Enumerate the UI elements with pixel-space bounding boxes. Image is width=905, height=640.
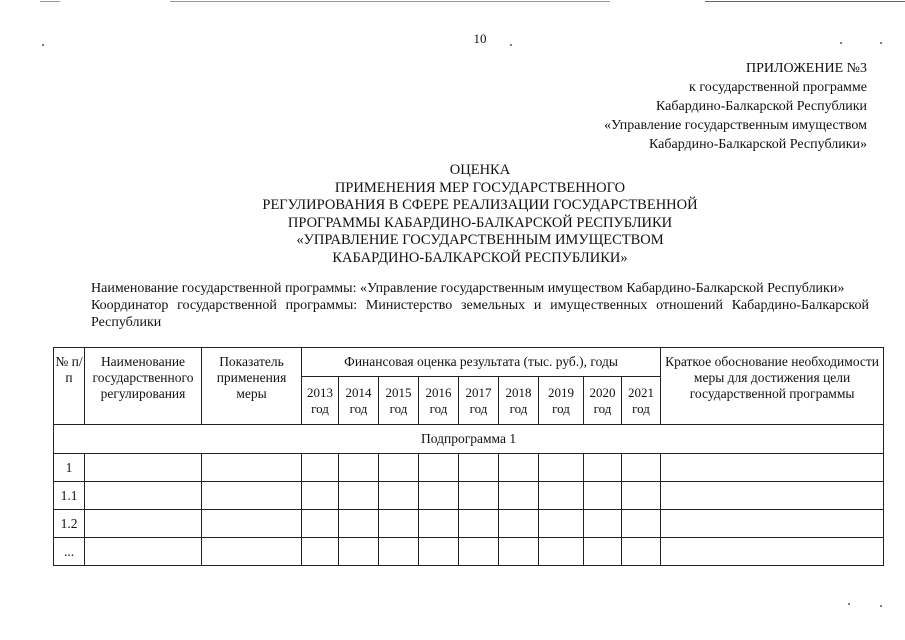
header-year: 2014 год — [339, 377, 379, 425]
header-year: 2018 год — [499, 377, 539, 425]
page-number: 10 — [473, 31, 487, 46]
title-line: РЕГУЛИРОВАНИЯ В СФЕРЕ РЕАЛИЗАЦИИ ГОСУДАРСТВЕННОЙ — [262, 197, 698, 213]
header-year: 2021 год — [622, 377, 661, 425]
scan-artifact-line — [170, 1, 610, 2]
table-row — [54, 454, 884, 482]
title-line: КАБАРДИНО-БАЛКАРСКОЙ РЕСПУБЛИКИ» — [332, 249, 628, 266]
header-year: 2015 год — [379, 377, 419, 425]
table-row — [54, 482, 884, 510]
appendix-line: ПРИЛОЖЕНИЕ №3 — [746, 61, 867, 76]
header-year: 2017 год — [459, 377, 499, 425]
appendix-line: «Управление государственным имуществом — [604, 118, 867, 133]
title-line: ПРИМЕНЕНИЯ МЕР ГОСУДАРСТВЕННОГО — [334, 179, 626, 196]
document-title — [0, 162, 905, 267]
appendix-line: Кабардино-Балкарской Республики» — [649, 137, 867, 152]
title-line: «УПРАВЛЕНИЕ ГОСУДАРСТВЕННЫМ ИМУЩЕСТВОМ — [296, 232, 664, 248]
header-year: 2016 год — [419, 377, 459, 425]
header-indicator: Показатель применения меры — [202, 348, 302, 425]
appendix-line: к государственной программе — [689, 80, 867, 95]
header-number: № п/п — [54, 348, 85, 425]
subprogram-row: Подпрограмма 1 — [54, 425, 884, 454]
row-number: ... — [54, 538, 85, 566]
program-name: Наименование государственной программы: «Управление государственным имуществом Кабардино-Балкарской Республики» — [91, 281, 845, 296]
header-financial-estimate: Финансовая оценка результата (тыс. руб.), годы — [302, 348, 661, 377]
program-info — [91, 280, 869, 331]
header-year: 2019 год — [539, 377, 584, 425]
appendix-block — [604, 59, 867, 154]
program-coordinator: Координатор государственной программы: Министерство земельных и имущественных отношений Кабардино-Балкарской Республики — [91, 298, 869, 330]
appendix-line: Кабардино-Балкарской Республики — [656, 99, 867, 114]
scan-speck — [880, 605, 882, 607]
header-year: 2013 год — [302, 377, 339, 425]
table-row — [54, 538, 884, 566]
row-number: 1.1 — [54, 482, 85, 510]
evaluation-table — [53, 347, 884, 566]
table-row — [54, 510, 884, 538]
title-line: ПРОГРАММЫ КАБАРДИНО-БАЛКАРСКОЙ РЕСПУБЛИКИ — [287, 214, 673, 231]
row-number: 1.2 — [54, 510, 85, 538]
header-measure-name: Наименование государственного регулирования — [85, 348, 202, 425]
header-year: 2020 год — [584, 377, 622, 425]
row-number: 1 — [54, 454, 85, 482]
header-justification: Краткое обоснование необходимости меры для достижения цели государственной программы — [661, 348, 884, 425]
scan-artifact-line — [705, 1, 905, 2]
title-line: ОЦЕНКА — [449, 162, 511, 178]
scan-artifact-line — [40, 1, 60, 2]
scan-speck — [848, 603, 850, 605]
